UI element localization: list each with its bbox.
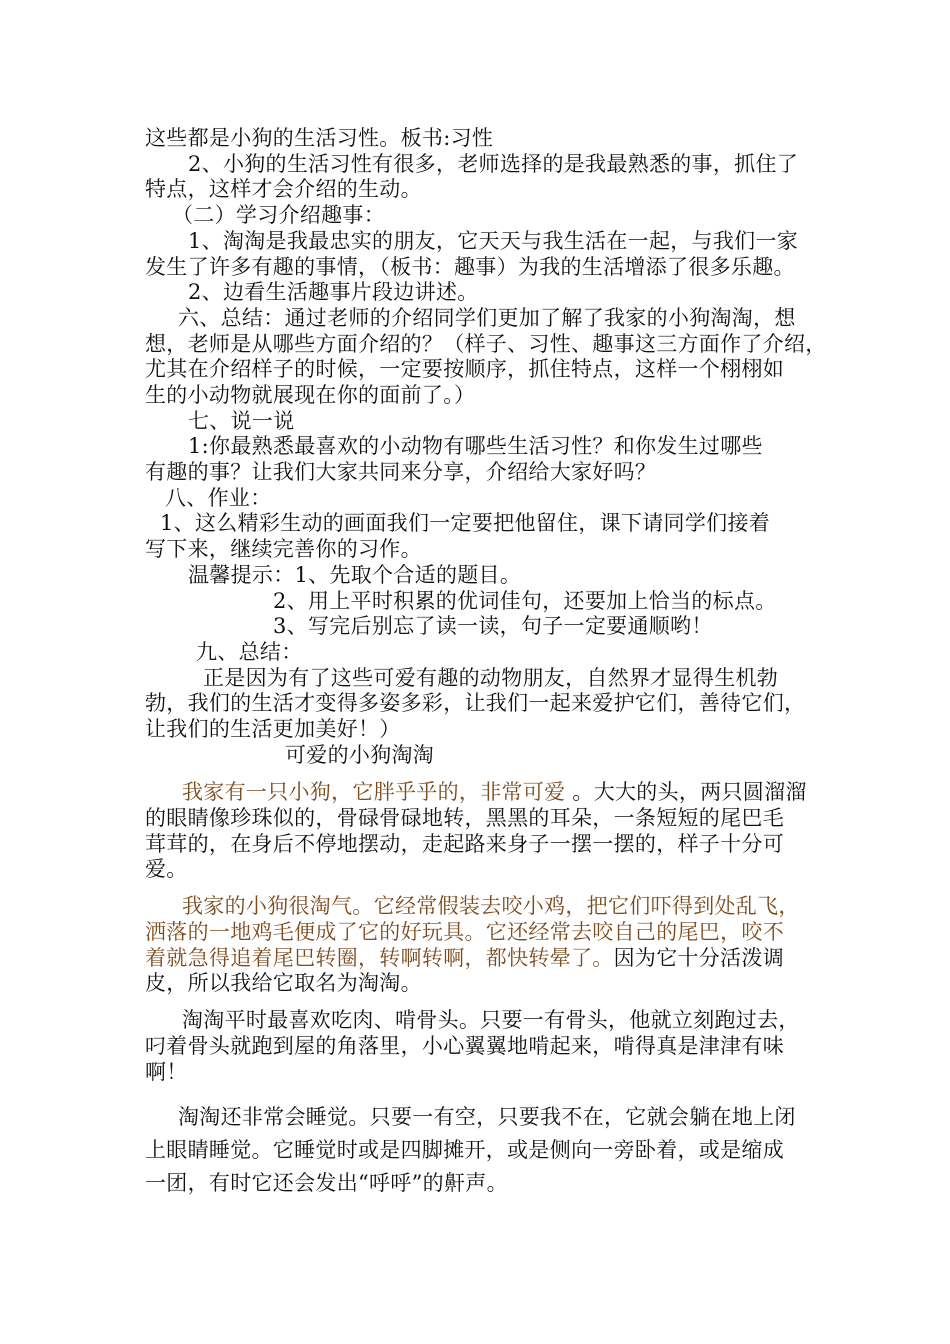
tip-line: 3、写完后别忘了读一读，句子一定要通顺哟！ xyxy=(273,614,713,638)
essay-text: 因为它十分活泼调 xyxy=(613,946,785,970)
essay-line: 淘淘平时最喜欢吃肉、啃骨头。只要一有骨头，他就立刻跑过去， xyxy=(182,1008,800,1032)
tip-line: 2、用上平时积累的优词佳句，还要加上恰当的标点。 xyxy=(273,589,777,613)
text-line: 1、这么精彩生动的画面我们一定要把他留住，课下请同学们接着 xyxy=(160,511,771,535)
section-heading: 九、总结： xyxy=(196,640,303,664)
essay-line: 洒落的一地鸡毛便成了它的好玩具。它还经常去咬自己的尾巴，咬不 xyxy=(145,920,784,944)
essay-line: 茸茸的，在身后不停地摆动，走起路来身子一摆一摆的，样子十分可 xyxy=(145,832,784,856)
essay-text: 。大大的头，两只圆溜溜 xyxy=(572,780,807,804)
section-heading: 六、总结：通过老师的介绍同学们更加了解了我家的小狗淘淘，想 xyxy=(178,306,796,330)
text-line: 勃，我们的生活才变得多姿多彩，让我们一起来爱护它们，善待它们， xyxy=(145,691,806,715)
section-heading: （二）学习介绍趣事： xyxy=(172,203,385,227)
text-line: 发生了许多有趣的事情，（板书：趣事）为我的生活增添了很多乐趣。 xyxy=(145,255,795,279)
highlighted-text: 着就急得追着尾巴转圈，转啊转啊，都快转晕了。 xyxy=(145,946,614,970)
essay-line xyxy=(145,945,784,971)
text-line: 尤其在介绍样子的时候，一定要按顺序，抓住特点，这样一个栩栩如 xyxy=(145,357,784,381)
text-line: 2、小狗的生活习性有很多，老师选择的是我最熟悉的事，抓住了 xyxy=(188,152,799,176)
text-line: 1:你最熟悉最喜欢的小动物有哪些生活习性？和你发生过哪些 xyxy=(188,434,763,458)
text-line: 正是因为有了这些可爱有趣的动物朋友，自然界才显得生机勃 xyxy=(203,666,779,690)
text-line: 2、边看生活趣事片段边讲述。 xyxy=(188,280,479,304)
text-line: 特点，这样才会介绍的生动。 xyxy=(145,177,422,201)
text-line: 让我们的生活更加美好！） xyxy=(145,717,401,741)
section-heading: 八、作业： xyxy=(165,486,272,510)
essay-line: 皮，所以我给它取名为淘淘。 xyxy=(145,971,422,995)
text-line: 这些都是小狗的生活习性。板书:习性 xyxy=(145,126,494,150)
text-line: 生的小动物就展现在你的面前了。） xyxy=(145,383,476,407)
essay-title: 可爱的小狗淘淘 xyxy=(285,743,435,767)
essay-line: 淘淘还非常会睡觉。只要一有空，只要我不在，它就会躺在地上闭 xyxy=(178,1105,796,1129)
essay-line: 啊！ xyxy=(145,1060,188,1084)
essay-line: 一团，有时它还会发出“呼呼”的鼾声。 xyxy=(145,1171,508,1195)
highlighted-text: 我家有一只小狗，它胖乎乎的，非常可爱 xyxy=(182,780,566,804)
essay-line: 上眼睛睡觉。它睡觉时或是四脚摊开，或是侧向一旁卧着，或是缩成 xyxy=(145,1138,784,1162)
essay-line: 我家的小狗很淘气。它经常假装去咬小鸡，把它们吓得到处乱飞， xyxy=(182,894,800,918)
essay-line: 叼着骨头就跑到屋的角落里，小心翼翼地啃起来，啃得真是津津有味 xyxy=(145,1034,784,1058)
text-line: 有趣的事？让我们大家共同来分享，介绍给大家好吗？ xyxy=(145,460,657,484)
text-line: 写下来，继续完善你的习作。 xyxy=(145,537,422,561)
section-heading: 七、说一说 xyxy=(188,409,295,433)
tip-line: 温馨提示：1、先取个合适的题目。 xyxy=(188,563,522,587)
essay-line xyxy=(182,779,807,805)
text-line: 想，老师是从哪些方面介绍的？（样子、习性、趣事这三方面作了介绍， xyxy=(145,332,827,356)
text-line: 1、淘淘是我最忠实的朋友，它天天与我生活在一起，与我们一家 xyxy=(188,229,799,253)
essay-line: 的眼睛像珍珠似的，骨碌骨碌地转，黑黑的耳朵，一条短短的尾巴毛 xyxy=(145,806,784,830)
essay-line: 爱。 xyxy=(145,857,188,881)
